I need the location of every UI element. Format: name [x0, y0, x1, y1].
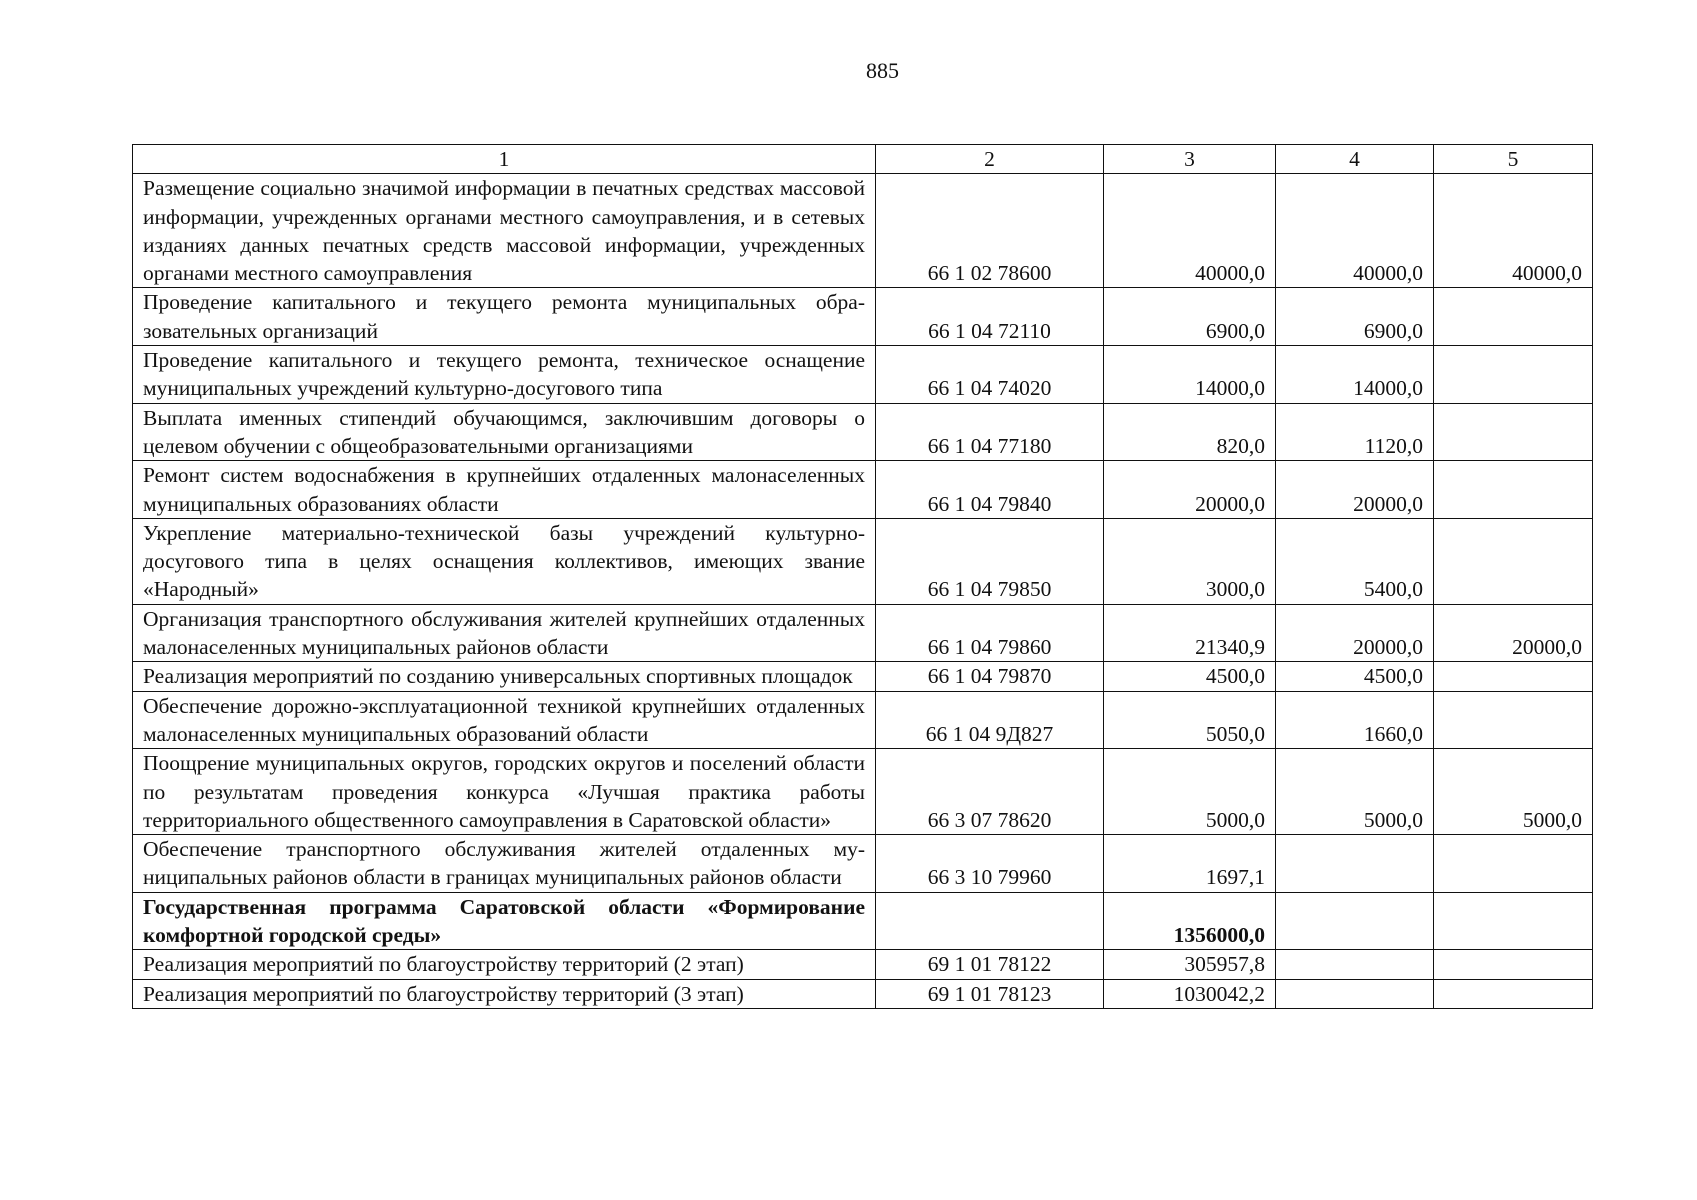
row-value-3: 20000,0 [1104, 461, 1276, 519]
row-name: Обеспечение транспортного обслуживания жителей отдаленных муниципальных районов области в границах муниципальных районов области [133, 835, 876, 893]
row-value-5 [1434, 691, 1593, 749]
row-value-4 [1276, 950, 1434, 979]
row-code: 66 3 07 78620 [876, 749, 1104, 835]
row-name: Укрепление материально-технической базы учреждений культурно-досугового типа в целях оснащения коллективов, имеющих звание «Народный» [133, 518, 876, 604]
column-header-1: 1 [133, 145, 876, 174]
row-code: 69 1 01 78123 [876, 979, 1104, 1008]
column-header-4: 4 [1276, 145, 1434, 174]
row-value-5 [1434, 950, 1593, 979]
row-code: 66 1 04 79860 [876, 604, 1104, 662]
row-code: 66 1 04 79850 [876, 518, 1104, 604]
row-value-4 [1276, 835, 1434, 893]
program-title: Государственная программа Саратовской области «Формирование комфортной городской среды» [133, 892, 876, 950]
row-value-3: 1030042,2 [1104, 979, 1276, 1008]
row-name: Поощрение муниципальных округов, городских округов и поселений области по результатам проведения конкурса «Лучшая практика работы территориального общественного самоуправления в Саратовской области» [133, 749, 876, 835]
row-name: Реализация мероприятий по созданию универсальных спортивных площадок [133, 662, 876, 691]
row-value-5 [1434, 518, 1593, 604]
row-code: 66 1 04 79840 [876, 461, 1104, 519]
row-value-3: 5000,0 [1104, 749, 1276, 835]
table-row [133, 979, 1593, 1008]
page-number: 885 [866, 58, 899, 83]
table-row [133, 662, 1593, 691]
row-value-3: 305957,8 [1104, 950, 1276, 979]
program-total-row [133, 892, 1593, 950]
column-header-2: 2 [876, 145, 1104, 174]
column-header-5: 5 [1434, 145, 1593, 174]
row-code [876, 892, 1104, 950]
row-value-3: 5050,0 [1104, 691, 1276, 749]
row-name: Реализация мероприятий по благоустройству территорий (3 этап) [133, 979, 876, 1008]
row-value-5 [1434, 346, 1593, 404]
row-value-5 [1434, 403, 1593, 461]
program-total-value: 1356000,0 [1104, 892, 1276, 950]
row-name: Проведение капитального и текущего ремонта, техническое оснащение муниципальных учреждений культурно-досугового типа [133, 346, 876, 404]
table-row [133, 835, 1593, 893]
row-code: 66 3 10 79960 [876, 835, 1104, 893]
table-row [133, 604, 1593, 662]
table-row [133, 346, 1593, 404]
row-value-3: 3000,0 [1104, 518, 1276, 604]
row-value-3: 4500,0 [1104, 662, 1276, 691]
row-code: 69 1 01 78122 [876, 950, 1104, 979]
table-row [133, 950, 1593, 979]
row-value-5: 5000,0 [1434, 749, 1593, 835]
row-value-5 [1434, 979, 1593, 1008]
row-code: 66 1 02 78600 [876, 174, 1104, 288]
table-row [133, 691, 1593, 749]
row-value-4: 5000,0 [1276, 749, 1434, 835]
row-value-3: 14000,0 [1104, 346, 1276, 404]
row-value-3: 21340,9 [1104, 604, 1276, 662]
row-value-3: 1697,1 [1104, 835, 1276, 893]
row-value-3: 6900,0 [1104, 288, 1276, 346]
row-value-4: 20000,0 [1276, 461, 1434, 519]
row-value-4: 4500,0 [1276, 662, 1434, 691]
row-value-4: 14000,0 [1276, 346, 1434, 404]
row-value-5 [1434, 892, 1593, 950]
row-value-4: 5400,0 [1276, 518, 1434, 604]
row-code: 66 1 04 79870 [876, 662, 1104, 691]
row-code: 66 1 04 77180 [876, 403, 1104, 461]
table-row [133, 403, 1593, 461]
row-name: Организация транспортного обслуживания жителей крупнейших отдаленных малонаселенных муниципальных районов области [133, 604, 876, 662]
row-name: Размещение социально значимой информации в печатных средствах массовой информации, учрежденных органами местного самоуправления, и в сетевых изданиях данных печатных средств массовой информации, учрежденных органами местного самоуправления [133, 174, 876, 288]
row-value-5 [1434, 835, 1593, 893]
row-name: Реализация мероприятий по благоустройству территорий (2 этап) [133, 950, 876, 979]
row-value-5: 40000,0 [1434, 174, 1593, 288]
column-header-3: 3 [1104, 145, 1276, 174]
table-row [133, 288, 1593, 346]
row-name: Обеспечение дорожно-эксплуатационной техникой крупнейших отдаленных малонаселенных муниципальных образований области [133, 691, 876, 749]
row-value-5: 20000,0 [1434, 604, 1593, 662]
row-value-3: 820,0 [1104, 403, 1276, 461]
table-row [133, 749, 1593, 835]
table-row [133, 518, 1593, 604]
row-code: 66 1 04 9Д827 [876, 691, 1104, 749]
table-header-row [133, 145, 1593, 174]
row-name: Выплата именных стипендий обучающимся, заключившим договоры о целевом обучении с общеобразовательными организациями [133, 403, 876, 461]
row-value-4 [1276, 892, 1434, 950]
row-value-4 [1276, 979, 1434, 1008]
row-code: 66 1 04 72110 [876, 288, 1104, 346]
row-name: Проведение капитального и текущего ремонта муниципальных образовательных организаций [133, 288, 876, 346]
row-value-4: 1120,0 [1276, 403, 1434, 461]
table-row [133, 174, 1593, 288]
row-value-4: 20000,0 [1276, 604, 1434, 662]
row-value-5 [1434, 461, 1593, 519]
row-name: Ремонт систем водоснабжения в крупнейших отдаленных малонаселенных муниципальных образованиях области [133, 461, 876, 519]
table-row [133, 461, 1593, 519]
row-code: 66 1 04 74020 [876, 346, 1104, 404]
row-value-5 [1434, 288, 1593, 346]
row-value-4: 1660,0 [1276, 691, 1434, 749]
row-value-4: 40000,0 [1276, 174, 1434, 288]
budget-table [132, 144, 1593, 1009]
row-value-5 [1434, 662, 1593, 691]
row-value-4: 6900,0 [1276, 288, 1434, 346]
row-value-3: 40000,0 [1104, 174, 1276, 288]
